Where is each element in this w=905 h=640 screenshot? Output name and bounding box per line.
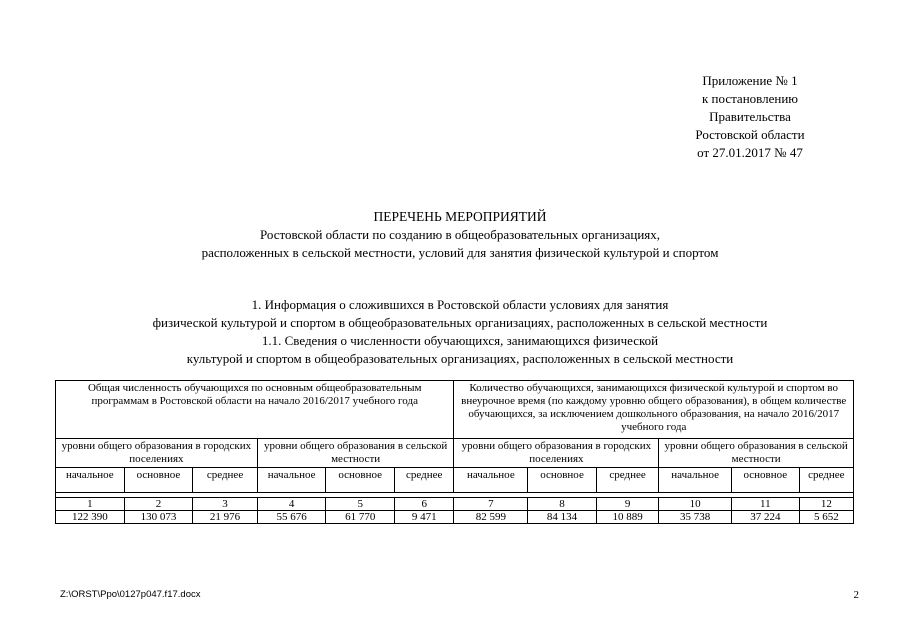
value-cell: 61 770 xyxy=(326,511,395,524)
appendix-line: Ростовской области xyxy=(695,127,805,142)
title-line: расположенных в сельской местности, условий для занятия физической культурой и спортом xyxy=(201,245,719,260)
appendix-line: Правительства xyxy=(709,109,791,124)
level-header: основное xyxy=(124,468,193,493)
column-number: 11 xyxy=(732,498,800,511)
section-line: физической культурой и спортом в общеобразовательных организациях, расположенных в сельской местности xyxy=(152,315,768,330)
group-header: уровни общего образования в городских поселениях xyxy=(454,439,659,468)
column-number: 2 xyxy=(124,498,193,511)
section-heading xyxy=(60,296,860,368)
header-total-students: Общая численность обучающихся по основным общеобразовательным программам в Ростовской области на начало 2016/2017 учебного года xyxy=(56,381,454,439)
column-number: 1 xyxy=(56,498,125,511)
value-cell: 37 224 xyxy=(732,511,800,524)
level-header: основное xyxy=(732,468,800,493)
value-cell: 55 676 xyxy=(257,511,326,524)
section-line: 1.1. Сведения о численности обучающихся, занимающихся физической xyxy=(261,333,659,348)
statistics-table xyxy=(55,380,854,524)
level-header: основное xyxy=(528,468,597,493)
column-number: 3 xyxy=(193,498,258,511)
title-line: Ростовской области по созданию в общеобразовательных организациях, xyxy=(259,227,661,242)
appendix-line: от 27.01.2017 № 47 xyxy=(697,145,803,160)
level-header: среднее xyxy=(799,468,853,493)
group-header: уровни общего образования в сельской местности xyxy=(659,439,854,468)
header-sport-students: Количество обучающихся, занимающихся физической культурой и спортом во внеурочное время (по каждому уровню общего образования), в общем количестве обучающихся, за исключением дошкольного образования, на начало 2016/2017 учебного года xyxy=(454,381,854,439)
level-header: начальное xyxy=(56,468,125,493)
value-cell: 82 599 xyxy=(454,511,528,524)
appendix-line: к постановлению xyxy=(701,91,799,106)
level-header: среднее xyxy=(596,468,658,493)
column-number: 12 xyxy=(799,498,853,511)
value-cell: 84 134 xyxy=(528,511,597,524)
document-title xyxy=(60,208,860,262)
appendix-line: Приложение № 1 xyxy=(702,73,798,88)
page-number: 2 xyxy=(853,589,859,601)
value-cell: 9 471 xyxy=(395,511,454,524)
section-line: культурой и спортом в общеобразовательных организациях, расположенных в сельской местности xyxy=(186,351,734,366)
level-header: основное xyxy=(326,468,395,493)
column-number: 4 xyxy=(257,498,326,511)
value-cell: 5 652 xyxy=(799,511,853,524)
group-header: уровни общего образования в сельской местности xyxy=(257,439,454,468)
column-number: 7 xyxy=(454,498,528,511)
title-heading: ПЕРЕЧЕНЬ МЕРОПРИЯТИЙ xyxy=(373,209,547,224)
level-header: среднее xyxy=(193,468,258,493)
column-number: 6 xyxy=(395,498,454,511)
column-number: 5 xyxy=(326,498,395,511)
value-cell: 130 073 xyxy=(124,511,193,524)
value-cell: 122 390 xyxy=(56,511,125,524)
group-header: уровни общего образования в городских поселениях xyxy=(56,439,258,468)
column-number: 8 xyxy=(528,498,597,511)
column-number: 10 xyxy=(659,498,732,511)
level-header: начальное xyxy=(454,468,528,493)
level-header: начальное xyxy=(257,468,326,493)
level-header: начальное xyxy=(659,468,732,493)
appendix-block xyxy=(640,72,860,162)
value-cell: 10 889 xyxy=(596,511,658,524)
value-cell: 35 738 xyxy=(659,511,732,524)
value-cell: 21 976 xyxy=(193,511,258,524)
column-number: 9 xyxy=(596,498,658,511)
file-path-footer: Z:\ORST\Ppo\0127p047.f17.docx xyxy=(60,589,201,600)
level-header: среднее xyxy=(395,468,454,493)
section-line: 1. Информация о сложившихся в Ростовской области условиях для занятия xyxy=(251,297,669,312)
